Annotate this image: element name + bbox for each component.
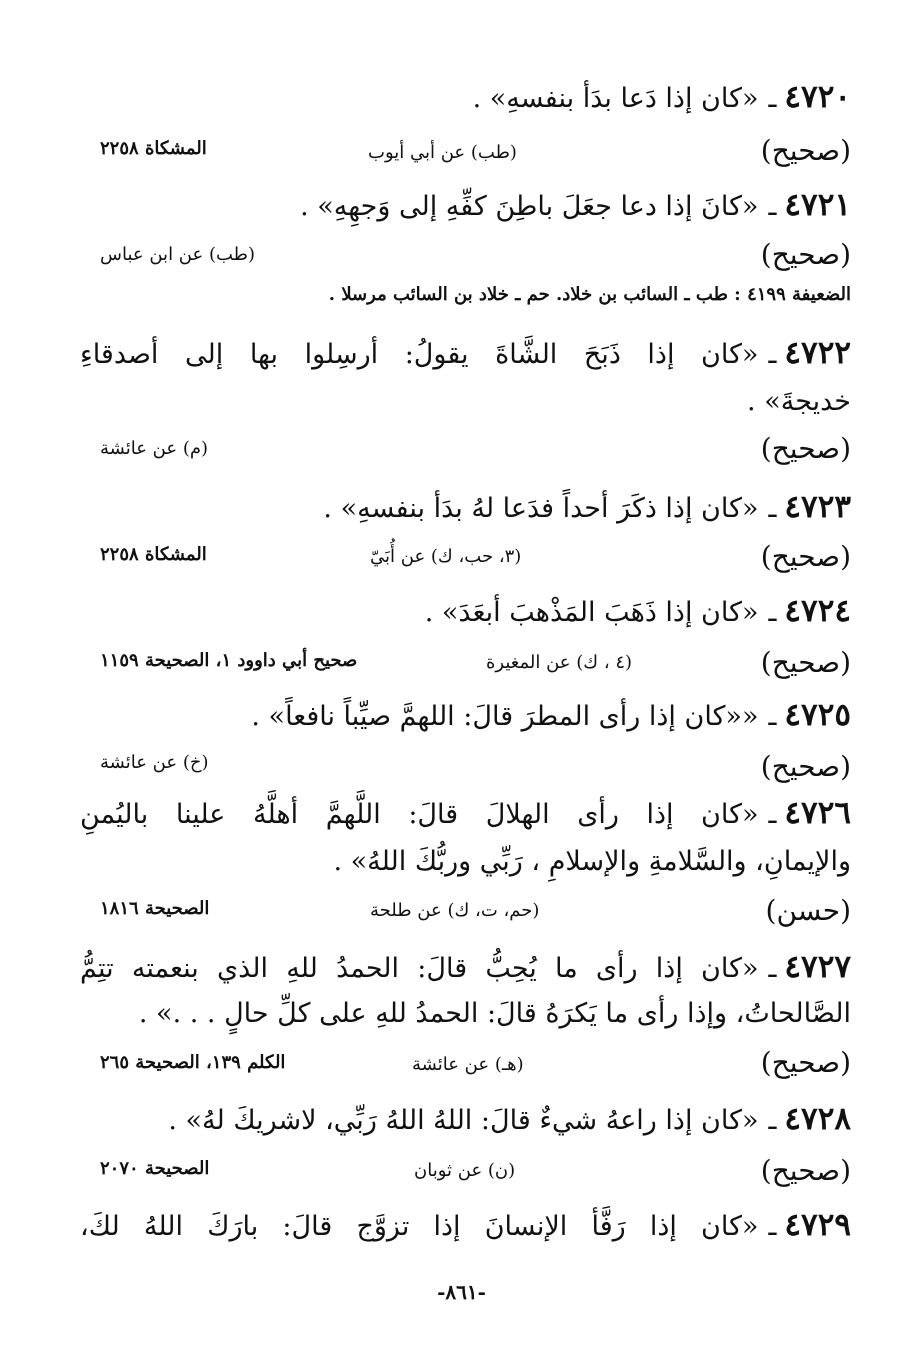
grade-label: (صحيح) xyxy=(760,1154,851,1187)
hadith-text: «كان إذا ذَهَبَ المَذْهبَ أبعَدَ» . xyxy=(424,597,759,628)
hadith-4726: ٤٧٢٦ـ«كان إذا رأى الهلالَ قالَ: اللَّهمَّ أهلَّهُ علينا باليُمنِ xyxy=(80,795,851,831)
hadith-4722: ٤٧٢٢ـ«كان إذا ذَبَحَ الشَّاةَ يقولُ: أرسِلوا بها إلى أصدقاءِ xyxy=(80,335,851,371)
hadith-number: ٤٧٢٨ xyxy=(784,1101,851,1137)
reference: الكلم ١٣٩، الصحيحة ٢٦٥ xyxy=(100,1052,286,1073)
hadith-4726-cont xyxy=(80,848,851,875)
grade-label: (صحيح) xyxy=(760,432,851,465)
grade-label: (صحيح) xyxy=(760,750,851,783)
hadith-text: «كان إذا ذَبَحَ الشَّاةَ يقولُ: أرسِلوا بها إلى أصدقاءِ xyxy=(80,339,759,370)
source-citation: (٤ ، ك) عن المغيرة xyxy=(486,652,633,673)
hadith-text: خديجةَ» . xyxy=(747,386,851,417)
hadith-number: ٤٧٢٣ xyxy=(784,489,851,525)
reference: صحيح أبي داوود ١، الصحيحة ١١٥٩ xyxy=(100,650,358,671)
source-citation: (خ) عن عائشة xyxy=(100,752,209,773)
hadith-text: «كان إذا دَعا بدَأ بنفسهِ» . xyxy=(472,83,759,114)
hadith-text: «كان إذا ذكَرَ أحداً فدَعا لهُ بدَأ بنفسهِ» . xyxy=(323,493,759,524)
hadith-4727: ٤٧٢٧ـ«كان إذا رأى ما يُحِبُّ قالَ: الحمدُ للهِ الذي بنعمته تتِمُّ xyxy=(80,949,851,985)
hadith-text: الصَّالحاتُ، وإذا رأى ما يَكرَهُ قالَ: الحمدُ للهِ على كلِّ حالٍ . . .» . xyxy=(138,998,851,1029)
source-citation: (م) عن عائشة xyxy=(100,438,209,459)
hadith-4728: ٤٧٢٨ـ«كان إذا راعهُ شيءٌ قالَ: اللهُ اللهُ رَبِّي، لاشريكَ لهُ» . xyxy=(168,1101,851,1137)
page-number: -٨٦١- xyxy=(437,1280,486,1304)
source-citation: (هـ) عن عائشة xyxy=(412,1054,524,1075)
hadith-4725: ٤٧٢٥ـ««كان إذا رأى المطرَ قالَ: اللهمَّ صيِّباً نافعاً» . xyxy=(251,697,851,733)
hadith-4724: ٤٧٢٤ـ«كان إذا ذَهَبَ المَذْهبَ أبعَدَ» . xyxy=(424,593,851,629)
grade-label: (صحيح) xyxy=(760,134,851,167)
hadith-number: ٤٧٢٢ xyxy=(784,335,851,371)
hadith-4722-cont xyxy=(80,388,851,415)
hadith-4723: ٤٧٢٣ـ«كان إذا ذكَرَ أحداً فدَعا لهُ بدَأ بنفسهِ» . xyxy=(323,489,851,525)
source-citation: (طب) عن أبي أيوب xyxy=(368,142,517,163)
hadith-text: «كان إذا رأى الهلالَ قالَ: اللَّهمَّ أهلَّهُ علينا باليُمنِ xyxy=(80,799,759,830)
reference: الصحيحة ٢٠٧٠ xyxy=(100,1158,210,1179)
hadith-number: ٤٧٢١ xyxy=(784,187,851,223)
hadith-number: ٤٧٢٦ xyxy=(784,795,851,831)
hadith-number: ٤٧٢٠ xyxy=(784,79,851,115)
grade-label: (حسن) xyxy=(765,894,851,927)
hadith-number: ٤٧٢٤ xyxy=(784,593,851,629)
hadith-text: «كان إذا رَفَّأ الإنسانَ إذا تزوَّج قالَ: بارَكَ اللهُ لكَ، xyxy=(80,1211,759,1242)
source-citation: (طب) عن ابن عباس xyxy=(100,244,255,265)
grade-label: (صحيح) xyxy=(760,238,851,271)
hadith-4727-cont xyxy=(80,1000,851,1027)
hadith-number: ٤٧٢٩ xyxy=(784,1207,851,1243)
hadith-number: ٤٧٢٧ xyxy=(784,949,851,985)
hadith-text: «كانَ إذا دعا جعَلَ باطِنَ كفِّهِ إلى وَجهِهِ» . xyxy=(300,191,759,222)
source-citation: (٣، حب، ك) عن أُبَيّ xyxy=(370,546,522,567)
reference: الصحيحة ١٨١٦ xyxy=(100,898,210,919)
hadith-text: «كان إذا رأى ما يُحِبُّ قالَ: الحمدُ للهِ الذي بنعمته تتِمُّ xyxy=(80,953,759,984)
hadith-text: ««كان إذا رأى المطرَ قالَ: اللهمَّ صيِّباً نافعاً» . xyxy=(251,701,759,732)
reference: المشكاة ٢٢٥٨ xyxy=(100,544,207,565)
hadith-text: والإيمانِ، والسَّلامةِ والإسلامِ ، رَبِّي وربُّكَ اللهُ» . xyxy=(333,846,851,877)
grade-label: (صحيح) xyxy=(760,646,851,679)
hadith-number: ٤٧٢٥ xyxy=(784,697,851,733)
hadith-text: «كان إذا راعهُ شيءٌ قالَ: اللهُ اللهُ رَبِّي، لاشريكَ لهُ» . xyxy=(168,1105,759,1136)
hadith-4721: ٤٧٢١ـ«كانَ إذا دعا جعَلَ باطِنَ كفِّهِ إلى وَجهِهِ» . xyxy=(300,187,851,223)
reference: المشكاة ٢٢٥٨ xyxy=(100,138,207,159)
hadith-4720: ٤٧٢٠ـ«كان إذا دَعا بدَأ بنفسهِ» . xyxy=(472,79,851,115)
grade-label: (صحيح) xyxy=(760,540,851,573)
source-citation: (ن) عن ثوبان xyxy=(414,1160,516,1181)
source-citation: (حم، ت، ك) عن طلحة xyxy=(370,900,540,921)
hadith-4729: ٤٧٢٩ـ«كان إذا رَفَّأ الإنسانَ إذا تزوَّج قالَ: بارَكَ اللهُ لكَ، xyxy=(80,1207,851,1243)
footnote: الضعيفة ٤١٩٩ : طب ـ السائب بن خلاد. حم ـ خلاد بن السائب مرسلا . xyxy=(328,284,851,305)
grade-label: (صحيح) xyxy=(760,1046,851,1079)
